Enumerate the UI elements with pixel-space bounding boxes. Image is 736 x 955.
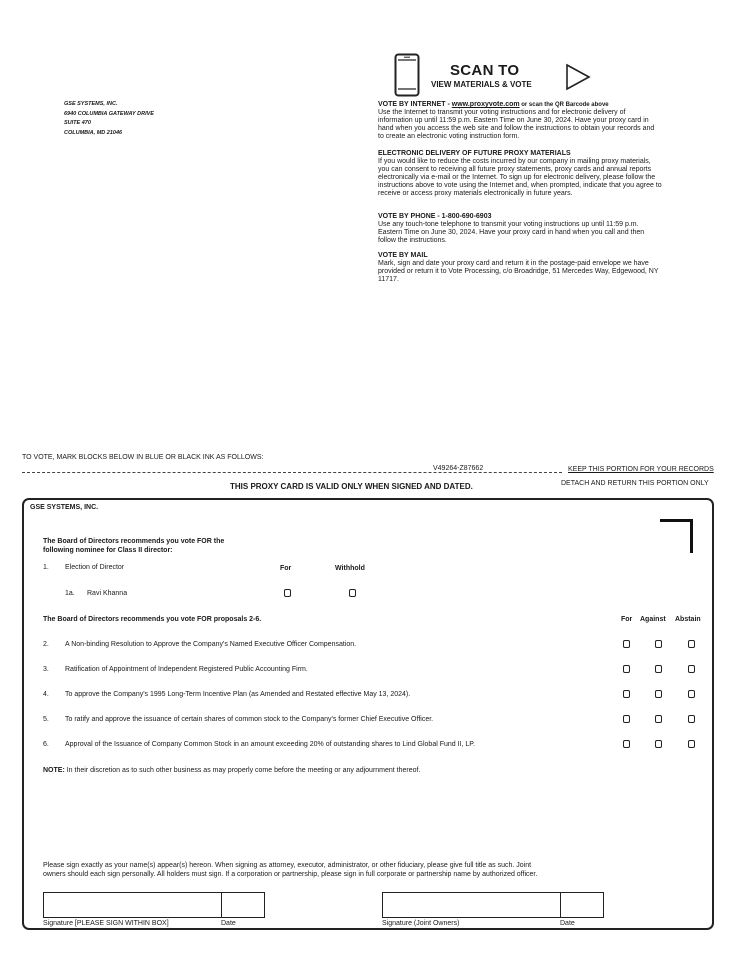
proposal-number: 4. xyxy=(43,691,49,698)
board-recommend-line1: The Board of Directors recommends you vote FOR the xyxy=(43,538,225,545)
smartphone-icon xyxy=(394,53,420,97)
address-suite: SUITE 470 xyxy=(64,120,91,126)
phone-body: Use any touch-tone telephone to transmit your voting instructions up until 11:59 p.m. Eastern Time on June 30, 2024. Have your proxy card in hand when you call and then follow the instructions. xyxy=(378,221,645,244)
proposal-for-checkbox[interactable] xyxy=(623,665,630,673)
proposal-abstain-checkbox[interactable] xyxy=(688,640,695,648)
vote-by-phone xyxy=(378,213,662,245)
item-label: Election of Director xyxy=(65,564,125,571)
vote-by-internet xyxy=(378,101,662,141)
proposal-against-checkbox[interactable] xyxy=(655,715,662,723)
control-number: V49264-Z87662 xyxy=(433,465,484,472)
internet-body: Use the Internet to transmit your voting instructions and for electronic delivery of information up until 11:59 p.m. Eastern Time on June 30, 2024. Have your proxy card in hand when you access the web site and follow the instructions to obtain your records and to create an electronic voting instruction form. xyxy=(378,109,655,140)
to-vote-instruction: TO VOTE, MARK BLOCKS BELOW IN BLUE OR BLACK INK AS FOLLOWS: xyxy=(22,454,264,461)
date-box[interactable] xyxy=(221,892,265,918)
sign-instruction-line1: Please sign exactly as your name(s) appear(s) hereon. When signing as attorney, executor, administrator, or other fiduciary, please give full title as such. Joint xyxy=(43,862,532,869)
joint-signature-label: Signature (Joint Owners) xyxy=(382,920,460,927)
phone-heading: VOTE BY PHONE - 1-800-690-6903 xyxy=(378,213,492,220)
nominee-for-checkbox[interactable] xyxy=(284,589,291,597)
nominee-name: Ravi Khanna xyxy=(87,590,128,597)
proposal-number: 2. xyxy=(43,641,49,648)
proposal-number: 5. xyxy=(43,716,49,723)
valid-notice: THIS PROXY CARD IS VALID ONLY WHEN SIGNED AND DATED. xyxy=(230,482,473,491)
mail-heading: VOTE BY MAIL xyxy=(378,252,428,259)
internet-suffix: or scan the QR Barcode above xyxy=(519,102,609,108)
joint-date-box[interactable] xyxy=(560,892,604,918)
note-text: In their discretion as to such other business as may properly come before the meeting or any adjournment thereof. xyxy=(64,767,421,774)
note-label: NOTE: xyxy=(43,767,65,774)
proposal-for-checkbox[interactable] xyxy=(623,640,630,648)
scan-title: SCAN TO xyxy=(450,62,520,79)
item-number: 1. xyxy=(43,564,49,571)
joint-date-label: Date xyxy=(560,920,575,927)
nominee-number: 1a. xyxy=(65,590,75,597)
vote-by-mail xyxy=(378,252,662,284)
proposal-text: Approval of the Issuance of Company Common Stock in an amount exceeding 20% of outstanding shares to Lind Global Fund II, LP. xyxy=(65,741,476,748)
proposal-abstain-checkbox[interactable] xyxy=(688,690,695,698)
col-withhold: Withhold xyxy=(335,565,365,572)
address-street: 6940 COLUMBIA GATEWAY DRIVE xyxy=(64,110,154,117)
nominee-withhold-checkbox[interactable] xyxy=(349,589,356,597)
proposal-text: Ratification of Appointment of Independent Registered Public Accounting Firm. xyxy=(65,666,308,673)
address-city: COLUMBIA, MD 21046 xyxy=(64,129,123,136)
edelivery-body: If you would like to reduce the costs incurred by our company in mailing proxy materials, you can consent to receiving all future proxy statements, proxy cards and annual reports electronically via e-mail or the Internet. To sign up for electronic delivery, please follow the instructions above to vote using the Internet and, when prompted, indicate that you agree to receive or access proxy materials electronically in future years. xyxy=(378,158,662,197)
proxyvote-link[interactable]: www.proxyvote.com xyxy=(451,101,520,108)
card-company: GSE SYSTEMS, INC. xyxy=(30,504,99,511)
keep-portion-label: KEEP THIS PORTION FOR YOUR RECORDS xyxy=(568,466,714,473)
col-for: For xyxy=(280,565,292,572)
proposal-for-checkbox[interactable] xyxy=(623,715,630,723)
proposal-against-checkbox[interactable] xyxy=(655,640,662,648)
col2-for: For xyxy=(621,616,633,623)
proposal-number: 6. xyxy=(43,741,49,748)
internet-heading: VOTE BY INTERNET - xyxy=(378,101,452,108)
proposal-against-checkbox[interactable] xyxy=(655,665,662,673)
proposal-against-checkbox[interactable] xyxy=(655,740,662,748)
edelivery-heading: ELECTRONIC DELIVERY OF FUTURE PROXY MATERIALS xyxy=(378,150,571,157)
proposal-against-checkbox[interactable] xyxy=(655,690,662,698)
company-address xyxy=(64,100,154,138)
date-label: Date xyxy=(221,920,236,927)
proposal-for-checkbox[interactable] xyxy=(623,690,630,698)
proposal-number: 3. xyxy=(43,666,49,673)
col2-abstain: Abstain xyxy=(675,616,701,623)
scan-subtitle: VIEW MATERIALS & VOTE xyxy=(431,80,532,89)
detach-portion-label: DETACH AND RETURN THIS PORTION ONLY xyxy=(561,480,709,487)
address-name: GSE SYSTEMS, INC. xyxy=(64,101,118,107)
proposal-abstain-checkbox[interactable] xyxy=(688,715,695,723)
proposal-text: To ratify and approve the issuance of certain shares of common stock to the Company's former Chief Executive Officer. xyxy=(65,716,434,723)
mail-body: Mark, sign and date your proxy card and return it in the postage-paid envelope we have provided or return it to Vote Processing, c/o Broadridge, 51 Mercedes Way, Edgewood, NY 11717. xyxy=(378,260,659,283)
signature-box[interactable] xyxy=(43,892,222,918)
board-recommend-proposals: The Board of Directors recommends you vote FOR proposals 2-6. xyxy=(43,616,262,623)
proposal-for-checkbox[interactable] xyxy=(623,740,630,748)
signature-label: Signature [PLEASE SIGN WITHIN BOX] xyxy=(43,920,169,927)
board-recommend-line2: following nominee for Class II director: xyxy=(43,547,173,554)
corner-mark xyxy=(660,519,693,553)
proposal-abstain-checkbox[interactable] xyxy=(688,740,695,748)
sign-instruction-line2: owners should each sign personally. All holders must sign. If a corporation or partnership, please sign in full corporate or partnership name by authorized officer. xyxy=(43,871,538,878)
proposal-text: To approve the Company's 1995 Long-Term Incentive Plan (as Amended and Restated effective May 13, 2024). xyxy=(65,691,411,698)
note xyxy=(43,767,420,774)
col2-against: Against xyxy=(640,616,666,623)
joint-signature-box[interactable] xyxy=(382,892,561,918)
detach-dashed-line xyxy=(22,472,562,473)
proposal-text: A Non-binding Resolution to Approve the Company's Named Executive Officer Compensation. xyxy=(65,641,357,648)
proposal-abstain-checkbox[interactable] xyxy=(688,665,695,673)
electronic-delivery xyxy=(378,150,662,198)
play-arrow-icon xyxy=(565,63,591,91)
